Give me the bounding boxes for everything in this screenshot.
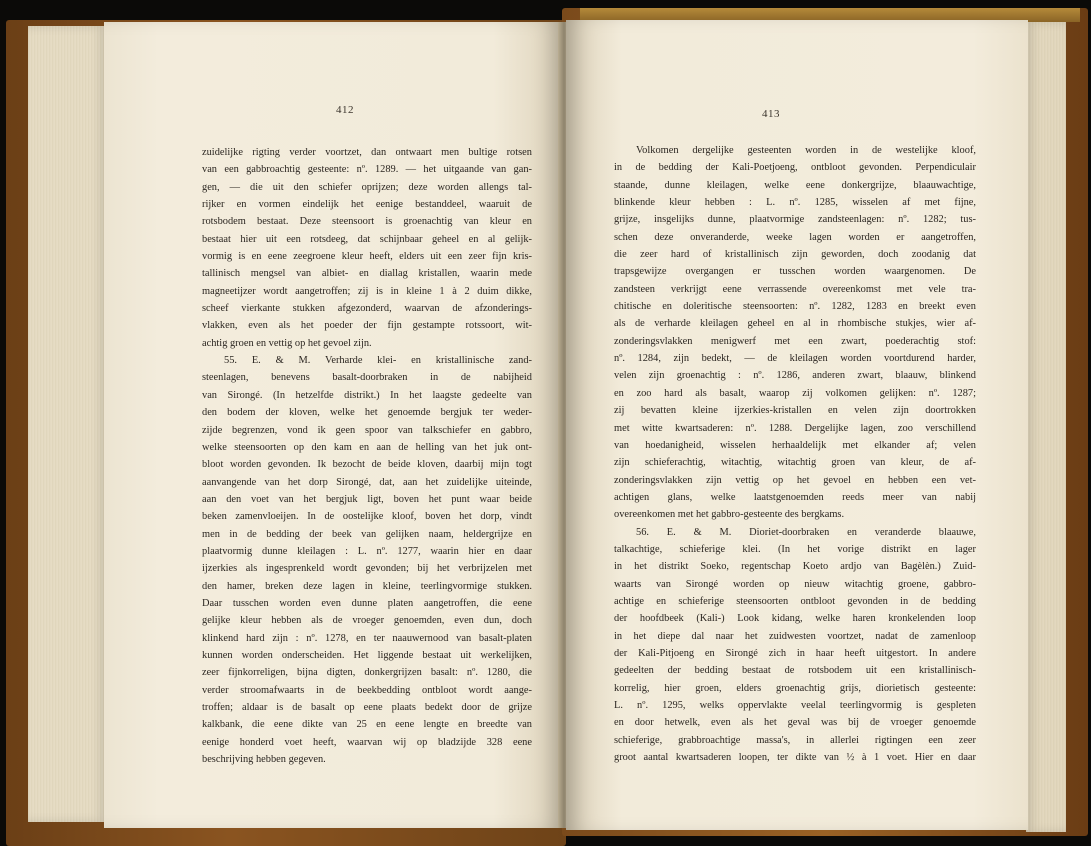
- left-page-body: [202, 144, 532, 768]
- text-line: bloot worden gevonden. Ik bezocht de beide kloven, daarbij mijn togt: [202, 459, 532, 471]
- text-line: met witte kwartsaderen: nº. 1288. Dergelijke lagen, zoo verschillend: [614, 422, 976, 434]
- text-line: den hamer, breken deze lagen in kleine, teerlingvormige stukken.: [202, 580, 532, 592]
- text-line: van Sirongé. (In hetzelfde distrikt.) In het laagste gedeelte van: [202, 389, 532, 401]
- text-line: ijzerkies als ingesprenkeld wordt gevonden; bij het verbrijzelen met: [202, 563, 532, 575]
- text-line: zandsteen verkrijgt eene verrassende overeenkomst met vele tra-: [614, 283, 976, 295]
- text-line: gen, — die uit den schiefer oprijzen; deze worden allengs tal-: [202, 181, 532, 193]
- right-page-body: [614, 142, 976, 766]
- text-line: gedeelten der bedding bestaat de rotsbodem uit een kristallinisch-: [614, 665, 976, 677]
- left-page-edges: [28, 26, 106, 822]
- text-line: den bodem der kloven, welke het genoemde bergjuk ter weder-: [202, 407, 532, 419]
- text-line: talkachtige, schieferige klei. (In het vorige distrikt en lager: [614, 543, 976, 555]
- text-line: men in de bedding der beek van gelijken naam, heldergrijze en: [202, 528, 532, 540]
- text-line: chitische en doleritische steensoorten: nº. 1282, 1283 en breekt even: [614, 301, 976, 313]
- text-line: nº. 1284, zijn bedekt, — de kleilagen worden voortdurend harder,: [614, 353, 976, 365]
- text-line: troffen; aldaar is de basalt op eene plaats bedekt door de grijze: [202, 702, 532, 713]
- text-line: van een gabbroachtig gesteente: nº. 1289. — het uitgaande van gan-: [202, 164, 532, 176]
- text-line: die zeer hard of kristallinisch zijn geworden, doch zoodanig dat: [614, 249, 976, 261]
- right-page-number: 413: [762, 108, 780, 120]
- text-line: zijn schieferachtig, witachtig, witachtig groen van kleur, de af-: [614, 457, 976, 469]
- text-line: steenlagen, benevens basalt-doorbraken in de nabijheid: [202, 372, 532, 384]
- text-line: gelijke kleur hebben als de vroeger genoemden, even dun, doch: [202, 615, 532, 627]
- left-page: [104, 22, 562, 828]
- text-line: kunnen worden onderscheiden. Het liggende bestaat uit werkelijken,: [202, 649, 532, 661]
- text-line: aan den voet van het bergjuk ligt, boven het punt waar beide: [202, 493, 532, 505]
- text-line: magneetijzer wordt aangetroffen; zij is in kleine 1 à 2 duim dikke,: [202, 285, 532, 297]
- text-line: zonderingsvlakken menigwerf met een zwart, poederachtig stof:: [614, 335, 976, 347]
- text-line: groot aantal kwartsaderen loopen, ter dikte van ½ à 1 voet. Hier en daar: [614, 752, 976, 764]
- text-line: overeenkomen met het gabbro-gesteente des bergkams.: [614, 509, 845, 521]
- text-line: trapsgewijze overgangen er tusschen worden waargenomen. De: [614, 266, 976, 278]
- text-line: waarts van Sirongé worden op nieuw witachtig groene, gabbro-: [614, 578, 976, 590]
- text-line: van hoedanigheid, wisselen herhaaldelijk met elkander af; velen: [614, 439, 976, 451]
- text-line: in het diepe dal naar het zuidwesten voortzet, nadat de zamenloop: [614, 630, 976, 642]
- text-line: welke steensoorten op den kam en aan de helling van het juk ont-: [202, 441, 532, 453]
- text-line: zuidelijke rigting verder voortzet, dan ontwaart men bultige rotsen: [202, 147, 532, 158]
- text-line: bestaat hier uit een rotsdeeg, dat schijnbaar geheel en al gelijk-: [202, 233, 532, 245]
- text-line: achtigen glans, welke laatstgenoemden reeds meer van nabij: [614, 491, 976, 503]
- left-page-number: 412: [336, 104, 354, 116]
- text-line: zijde begrenzen, vond ik geen spoor van talkschiefer en gabbro,: [202, 424, 532, 436]
- text-line: 56. E. & M. Dioriet-doorbraken en veranderde blaauwe,: [636, 526, 976, 538]
- text-line: en zoo hard als basalt, waarop zij volkomen gelijken: nº. 1287;: [614, 387, 976, 399]
- text-line: zonderingsvlakken zijn vettig op het gevoel en hebben een vet-: [614, 474, 976, 486]
- text-line: klinkend hard zijn : nº. 1278, en ter naauwernood van basalt-platen: [202, 632, 532, 644]
- text-line: korrelig, hier groen, elders groenachtig grijs, diorietisch gesteente:: [614, 682, 976, 694]
- text-line: beken zamenvloeijen. In de oostelijke kloof, boven het dorp, vindt: [202, 511, 532, 523]
- text-line: velen zijn groenachtig : nº. 1286, anderen zwart, blaauw, blinkend: [614, 370, 976, 382]
- text-line: vlakken, even als het poeder der fijn gestampte rotssoort, wit-: [202, 320, 532, 332]
- text-line: schieferige, grabbroachtige massa's, in allerlei rigtingen een zeer: [614, 734, 976, 746]
- text-line: verder stroomafwaarts in de beekbedding ontbloot wordt aange-: [202, 684, 532, 696]
- text-line: L. nº. 1295, welks oppervlakte veelal teerlingvormig is gespleten: [614, 700, 976, 711]
- text-line: aanvangende van het dorp Sirongé, dat, aan het zuidelijke uiteinde,: [202, 476, 532, 488]
- text-line: in de bedding der Kali-Poetjoeng, ontbloot gevonden. Perpendiculair: [614, 162, 976, 174]
- text-line: staande, dunne kleilagen, welke eene donkergrijze, blaauwachtige,: [614, 179, 976, 191]
- text-line: tallinisch mengsel van albiet- en diallag kristallen, waarin mede: [202, 268, 532, 280]
- text-line: in het distrikt Soeko, regentschap Koeto ardjo van Bagèlèn.) Zuid-: [614, 561, 976, 573]
- text-line: eenige honderd voet heeft, waarvan wij op bladzijde 328 eene: [202, 736, 532, 748]
- text-line: rotsbodem bestaat. Deze steensoort is groenachtig van kleur en: [202, 216, 532, 228]
- right-page-edges: [1026, 22, 1066, 832]
- text-line: en door hetwelk, even als het geval was bij de vroeger genoemde: [614, 717, 976, 729]
- text-line: Daar tusschen worden even dunne platen aangetroffen, die eene: [202, 597, 532, 609]
- text-line: plaatvormig dunne kleilagen : L. nº. 1277, waarin hier en daar: [202, 545, 532, 557]
- text-line: achtige en schieferige steensoorten ontbloot gevonden in de bedding: [614, 595, 976, 607]
- text-line: kalkbank, die eene dikte van 25 en eene lengte en breedte van: [202, 719, 532, 731]
- text-line: zij bevatten kleine ijzerkies-kristallen en velen zijn doortrokken: [614, 405, 976, 417]
- text-line: Volkomen dergelijke gesteenten worden in de westelijke kloof,: [636, 145, 976, 156]
- right-page: [566, 20, 1028, 830]
- text-line: beschrijving hebben gegeven.: [202, 754, 326, 766]
- text-line: als de verharde kleilagen geheel en al in rhombische stukjes, wier af-: [614, 318, 976, 330]
- text-line: achtig groen en vettig op het gevoel zijn.: [202, 337, 372, 349]
- text-line: schen deze onveranderde, weeke lagen worden er aangetroffen,: [614, 231, 976, 243]
- text-line: zeer fijnkorreligen, bijna digten, donkergrijzen basalt: nº. 1280, die: [202, 667, 532, 679]
- text-line: scheef vierkante stukken afgezonderd, waarvan de afzonderings-: [202, 303, 532, 315]
- text-line: rijker en vormen eindelijk het eenige bestanddeel, waaruit de: [202, 199, 532, 211]
- text-line: 55. E. & M. Verharde klei- en kristallinische zand-: [224, 355, 532, 367]
- text-line: blinkende kleur hebben : L. nº. 1285, wisselen af met fijne,: [614, 197, 976, 209]
- text-line: vormig is en eene zeegroene kleur heeft, elders uit een zeer fijn kris-: [202, 251, 532, 263]
- text-line: grijze, insgelijks dunne, plaatvormige zandsteenlagen: nº. 1282; tus-: [614, 214, 976, 226]
- text-line: der hoofdbeek (Kali-) Look kidang, welke haren kronkelenden loop: [614, 613, 976, 625]
- text-line: der Kali-Pitjoeng en Sirongé zich in haar heeft uitgestort. In andere: [614, 647, 976, 659]
